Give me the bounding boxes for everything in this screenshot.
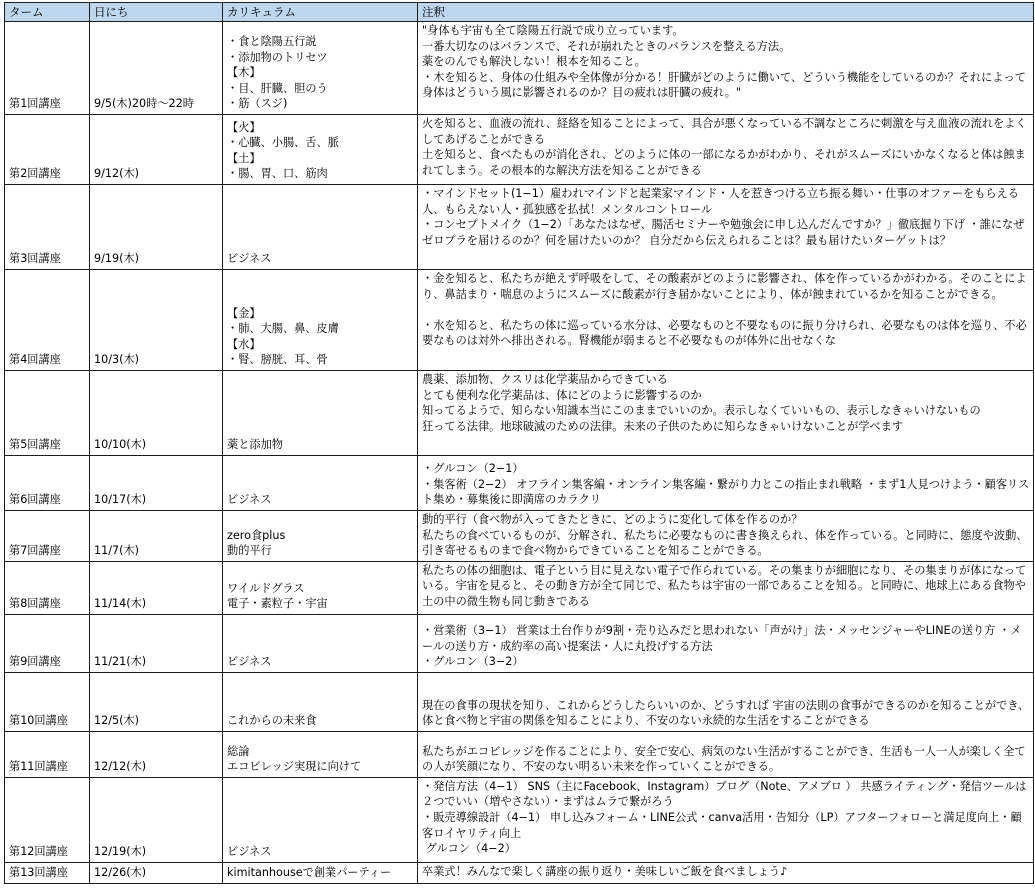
term-cell: 第1回講座 <box>5 22 90 115</box>
curriculum-cell: 総論 エコビレッジ実現に向けて <box>223 731 418 777</box>
notes-cell: "身体も宇宙も全て陰陽五行説で成り立っています。 一番大切なのはバランスで、それが崩れたときのバランスを整える方法。 薬をのんでも解決しない！根本を知ること。 ・木を知ると、身体の仕組みや全体像が分かる！肝臓がどのように働いて、どういう機能をしているのか？それによって身体はどういう風に影響されるのか？目の疲れは肝臓の疲れ。" <box>418 22 1034 115</box>
term-cell: 第4回講座 <box>5 270 90 371</box>
date-cell: 10/17(木) <box>90 456 223 511</box>
date-cell: 11/14(木) <box>90 561 223 614</box>
table-row <box>5 731 1034 777</box>
notes-cell: ・金を知ると、私たちが絶えず呼吸をして、その酸素がどのように影響され、体を作っているかがわかる。そのことにより、鼻詰まり・喘息のようにスムーズに酸素が行き届かないことにより、体が蝕まれているかを知ることができる。 ・水を知ると、私たちの体に巡っている水分は、必要なものと不要なものに振り分けられ、必要なものは体を巡り、不必要なものは対外へ排出される。腎機能が弱まると不必要なものが体外に出せなくな <box>418 270 1034 371</box>
notes-cell: ・マインドセット(1−1）雇われマインドと起業家マインド・人を惹きつける立ち振る舞い・仕事のオファーをもらえる人、もらえない人・孤独感を払拭！メンタルコントロール ・コンセプトメイク（1−2）「あなたはなぜ、腸活セミナーや勉強会に申し込んだんですか？」徹底掘り下げ ・誰になぜゼロプラを届けるのか？何を届けたいのか？ 自分だから伝えられることは？最も届けたいターゲットは？ <box>418 185 1034 270</box>
notes-cell: 現在の食事の現状を知り、これからどうしたらいいのか、どうすれば 宇宙の法則の食事ができるのかを知ることができ、体と食べ物と宇宙の関係を知ることにより、不安のない永続的な生活をすることができる <box>418 672 1034 731</box>
notes-cell: ・発信方法（4−1） SNS（主にFacebook、Instagram）ブログ（Note、アメブロ ） 共感ライティング・発信ツールは２つでいい（増やさない）・まずはムラで繋がろう ・販売導線設計（4−1） 申し込みフォーム・LINE公式・canva活用・告知分（LP）アフターフォローと満足度向上・顧客ロイヤリティ向上 グルコン（4−2） <box>418 777 1034 862</box>
term-cell: 第8回講座 <box>5 561 90 614</box>
curriculum-cell: ビジネス <box>223 777 418 862</box>
term-cell: 第6回講座 <box>5 456 90 511</box>
header-curriculum: カリキュラム <box>223 3 418 22</box>
table-row <box>5 777 1034 862</box>
date-cell: 12/12(木) <box>90 731 223 777</box>
curriculum-cell: 【金】 ・肺、大腸、鼻、皮膚 【水】 ・腎、膀胱、耳、骨 <box>223 270 418 371</box>
notes-cell: 動的平行（食べ物が入ってきたときに、どのように変化して体を作るのか？ 私たちの食べているものが、分解され、私たちに必要なものに書き換えられ、体を作っている。と同時に、態度や波動、引き寄せるものまで食べ物からできていることを知ることができる。 <box>418 511 1034 562</box>
term-cell: 第3回講座 <box>5 185 90 270</box>
curriculum-cell: これからの未来食 <box>223 672 418 731</box>
date-cell: 10/10(木) <box>90 371 223 456</box>
table-row <box>5 185 1034 270</box>
header-term: ターム <box>5 3 90 22</box>
curriculum-cell: ・食と陰陽五行説 ・添加物のトリセツ 【木】 ・目、肝臓、胆のう ・筋（スジ) <box>223 22 418 115</box>
table-row <box>5 371 1034 456</box>
notes-cell: 私たちの体の細胞は、電子という目に見えない電子で作られている。その集まりが細胞になり、その集まりが体になっている。宇宙を見ると、その動き方が全て同じで、私たちは宇宙の一部であることを知る。と同時に、地球上にある食物や土の中の微生物も同じ動きである <box>418 561 1034 614</box>
curriculum-cell: ワイルドグラス 電子・素粒子・宇宙 <box>223 561 418 614</box>
curriculum-cell: 【火】 ・心臓、小腸、舌、脈 【土】 ・腸、胃、口、筋肉 <box>223 115 418 185</box>
curriculum-cell: zero食plus 動的平行 <box>223 511 418 562</box>
date-cell: 9/12(木) <box>90 115 223 185</box>
header-date: 日にち <box>90 3 223 22</box>
date-cell: 9/19(木) <box>90 185 223 270</box>
curriculum-table <box>4 2 1034 884</box>
table-row <box>5 115 1034 185</box>
term-cell: 第12回講座 <box>5 777 90 862</box>
table-row <box>5 511 1034 562</box>
date-cell: 11/21(木) <box>90 614 223 672</box>
table-row <box>5 22 1034 115</box>
curriculum-cell: ビジネス <box>223 614 418 672</box>
term-cell: 第10回講座 <box>5 672 90 731</box>
table-row <box>5 561 1034 614</box>
term-cell: 第7回講座 <box>5 511 90 562</box>
table-row <box>5 456 1034 511</box>
curriculum-cell: ビジネス <box>223 185 418 270</box>
table-row <box>5 614 1034 672</box>
term-cell: 第13回講座 <box>5 862 90 883</box>
notes-cell: ・営業術（3−1） 営業は土台作りが9割・売り込みだと思われない「声がけ」法・メッセンジャーやLINEの送り方 ・メールの送り方・成約率の高い提案法・人に丸投げする方法 ・グルコン（3−2） <box>418 614 1034 672</box>
table-row <box>5 270 1034 371</box>
table-row <box>5 862 1034 883</box>
notes-cell: 私たちがエコビレッジを作ることにより、安全で安心、病気のない生活がすることができ、生活も一人一人が楽しく全ての人が笑顔になり、不安のない明るい未来を作っていくことができる。 <box>418 731 1034 777</box>
date-cell: 9/5(木)20時〜22時 <box>90 22 223 115</box>
term-cell: 第5回講座 <box>5 371 90 456</box>
date-cell: 12/26(木) <box>90 862 223 883</box>
date-cell: 12/5(木) <box>90 672 223 731</box>
term-cell: 第9回講座 <box>5 614 90 672</box>
term-cell: 第2回講座 <box>5 115 90 185</box>
notes-cell: ・グルコン（2−1） ・集客術（2−2） オフライン集客編・オンライン集客編・繋がり力とこの指止まれ戦略 ・まず1人見つけよう・顧客リスト集め・募集後に即満席のカラクリ <box>418 456 1034 511</box>
table-row <box>5 672 1034 731</box>
curriculum-cell: ビジネス <box>223 456 418 511</box>
header-row <box>5 3 1034 22</box>
curriculum-cell: 薬と添加物 <box>223 371 418 456</box>
notes-cell: 火を知ると、血液の流れ、経絡を知ることによって、具合が悪くなっている不調なところに刺激を与え血液の流れをよくしてあげることができる 土を知ると、食べたものが消化され、どのように体の一部になるかがわかり、それがスムーズにいかなくなると体は蝕まれてしまう。その根本的な解決方法を知ることができる <box>418 115 1034 185</box>
header-notes: 注釈 <box>418 3 1034 22</box>
date-cell: 10/3(木) <box>90 270 223 371</box>
notes-cell: 卒業式！みんなで楽しく講座の振り返り・美味しいご飯を食べましょう♪ <box>418 862 1034 883</box>
term-cell: 第11回講座 <box>5 731 90 777</box>
date-cell: 12/19(木) <box>90 777 223 862</box>
date-cell: 11/7(木) <box>90 511 223 562</box>
notes-cell: 農薬、添加物、クスリは化学薬品からできている とても便利な化学薬品は、体にどのように影響するのか 知ってるようで、知らない知識本当にこのままでいいのか。表示しなくていいもの、表示しなきゃいけないもの 狂ってる法律。地球破滅のための法律。未来の子供のために知らなきゃいけないことが学べます <box>418 371 1034 456</box>
curriculum-cell: kimitanhouseで創業パーティー <box>223 862 418 883</box>
